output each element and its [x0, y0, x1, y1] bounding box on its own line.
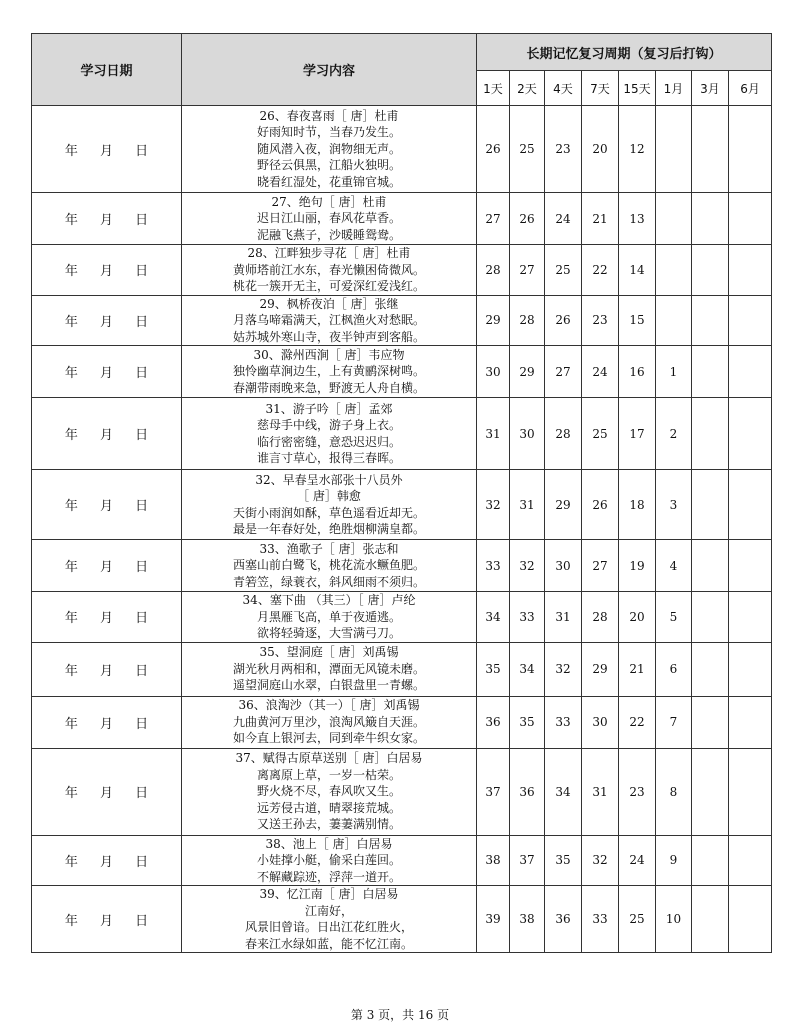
poem-line: 好雨知时节，当春乃发生。 — [256, 125, 401, 140]
review-checkbox-cell[interactable] — [656, 295, 692, 346]
review-checkbox-cell[interactable]: 27 — [582, 540, 619, 592]
review-checkbox-cell[interactable]: 35 — [510, 696, 545, 748]
study-date-cell: 年 月 日 — [32, 245, 182, 296]
review-checkbox-cell[interactable]: 32 — [545, 642, 582, 696]
poem-line: 月黑雁飞高，单于夜遁逃。 — [256, 609, 401, 624]
table-row — [32, 106, 772, 193]
header-review-cycle: 长期记忆复习周期（复习后打钩） — [477, 34, 772, 71]
poem-line: 江南好， — [304, 903, 353, 918]
poem-line: 34、塞下曲 （其三）［ 唐］卢纶 — [242, 593, 416, 607]
poem-line: 迟日江山丽，春风花草香。 — [256, 211, 401, 226]
poem-line: 青箬笠，绿蓑衣，斜风细雨不须归。 — [232, 574, 425, 589]
review-checkbox-cell[interactable]: 20 — [582, 106, 619, 193]
review-checkbox-cell[interactable]: 33 — [545, 696, 582, 748]
study-date-cell: 年 月 日 — [32, 696, 182, 748]
review-checkbox-cell[interactable]: 25 — [545, 245, 582, 296]
study-date-cell: 年 月 日 — [32, 642, 182, 696]
poem-line: 姑苏城外寒山寺，夜半钟声到客船。 — [232, 329, 425, 344]
review-checkbox-cell[interactable]: 27 — [477, 193, 510, 245]
review-checkbox-cell[interactable]: 28 — [582, 592, 619, 643]
page-footer: 第 3 页，共 16 页 — [350, 1008, 450, 1022]
review-checkbox-cell[interactable]: 32 — [477, 470, 510, 540]
review-checkbox-cell[interactable]: 34 — [545, 748, 582, 835]
poem-line: 泥融飞燕子，沙暖睡鸳鸯。 — [256, 227, 401, 242]
review-checkbox-cell[interactable] — [692, 346, 729, 398]
review-checkbox-cell[interactable] — [692, 696, 729, 748]
review-checkbox-cell[interactable] — [656, 245, 692, 296]
review-checkbox-cell[interactable]: 31 — [477, 398, 510, 470]
review-checkbox-cell[interactable]: 24 — [582, 346, 619, 398]
review-checkbox-cell[interactable]: 28 — [545, 398, 582, 470]
table-row — [32, 642, 772, 696]
study-content-cell — [182, 592, 477, 643]
study-content-cell — [182, 346, 477, 398]
study-content-cell — [182, 470, 477, 540]
review-checkbox-cell[interactable] — [692, 193, 729, 245]
poem-line: 西塞山前白鹭飞，桃花流水鳜鱼肥。 — [232, 558, 425, 573]
poem-line: 远芳侵古道，晴翠接荒城。 — [256, 800, 401, 815]
study-content-cell — [182, 245, 477, 296]
header-study-content: 学习内容 — [182, 34, 477, 106]
poem-line: 桃花一簇开无主，可爱深红爱浅红。 — [232, 279, 425, 293]
review-checkbox-cell[interactable]: 36 — [477, 696, 510, 748]
review-checkbox-cell[interactable] — [692, 540, 729, 592]
review-checkbox-cell[interactable]: 34 — [510, 642, 545, 696]
review-checkbox-cell[interactable]: 6 — [656, 642, 692, 696]
review-checkbox-cell[interactable]: 26 — [510, 193, 545, 245]
study-content-cell — [182, 540, 477, 592]
review-checkbox-cell[interactable]: 37 — [510, 835, 545, 886]
review-checkbox-cell[interactable]: 25 — [619, 886, 656, 953]
poem-line: 38、池上［ 唐］白居易 — [265, 836, 393, 851]
study-content-cell — [182, 193, 477, 245]
review-checkbox-cell[interactable] — [729, 540, 772, 592]
study-date-cell: 年 月 日 — [32, 540, 182, 592]
review-checkbox-cell[interactable]: 26 — [477, 106, 510, 193]
poem-line: 黄师塔前江水东，春光懒困倚微风。 — [232, 262, 425, 277]
table-row — [32, 295, 772, 346]
review-checkbox-cell[interactable]: 29 — [477, 295, 510, 346]
review-checkbox-cell[interactable]: 33 — [477, 540, 510, 592]
poem-line: 32、早春呈水部张十八员外 — [255, 472, 403, 487]
review-checkbox-cell[interactable]: 21 — [619, 642, 656, 696]
review-checkbox-cell[interactable]: 28 — [510, 295, 545, 346]
study-content-cell — [182, 642, 477, 696]
review-checkbox-cell[interactable] — [729, 398, 772, 470]
review-checkbox-cell[interactable] — [729, 696, 772, 748]
review-checkbox-cell[interactable] — [656, 193, 692, 245]
poem-line: ［ 唐］韩愈 — [297, 489, 361, 503]
poem-line: 最是一年春好处，绝胜烟柳满皇都。 — [232, 522, 425, 536]
review-checkbox-cell[interactable]: 31 — [545, 592, 582, 643]
poem-line: 临行密密缝，意恐迟迟归。 — [256, 434, 401, 449]
poem-line: 晓看红湿处，花重锦官城。 — [256, 174, 401, 189]
header-period: 2天 — [510, 71, 545, 106]
study-date-cell: 年 月 日 — [32, 193, 182, 245]
review-checkbox-cell[interactable]: 1 — [656, 346, 692, 398]
review-checkbox-cell[interactable] — [729, 470, 772, 540]
poem-line: 33、渔歌子［ 唐］张志和 — [259, 541, 399, 556]
review-checkbox-cell[interactable]: 39 — [477, 886, 510, 953]
review-checkbox-cell[interactable]: 25 — [582, 398, 619, 470]
poem-line: 28、江畔独步寻花［ 唐］杜甫 — [247, 246, 411, 260]
review-checkbox-cell[interactable]: 21 — [582, 193, 619, 245]
poem-line: 39、忆江南［ 唐］白居易 — [259, 887, 399, 901]
poem-line: 春来江水绿如蓝，能不忆江南。 — [244, 936, 413, 951]
review-checkbox-cell[interactable] — [729, 193, 772, 245]
review-checkbox-cell[interactable]: 24 — [545, 193, 582, 245]
poem-line: 不解藏踪迹，浮萍一道开。 — [256, 869, 401, 884]
poem-line: 37、赋得古原草送别［ 唐］白居易 — [235, 751, 423, 766]
study-date-cell: 年 月 日 — [32, 470, 182, 540]
table-row — [32, 748, 772, 835]
poem-line: 30、滁州西涧［ 唐］韦应物 — [253, 347, 405, 362]
study-content-cell — [182, 398, 477, 470]
table-row — [32, 540, 772, 592]
review-checkbox-cell[interactable]: 20 — [619, 592, 656, 643]
review-checkbox-cell[interactable]: 32 — [510, 540, 545, 592]
review-checkbox-cell[interactable]: 12 — [619, 106, 656, 193]
review-checkbox-cell[interactable]: 17 — [619, 398, 656, 470]
study-content-cell — [182, 295, 477, 346]
study-date-cell: 年 月 日 — [32, 592, 182, 643]
review-checkbox-cell[interactable] — [729, 748, 772, 835]
study-content-cell — [182, 696, 477, 748]
review-checkbox-cell[interactable] — [692, 295, 729, 346]
poem-line: 26、春夜喜雨［ 唐］杜甫 — [259, 108, 399, 123]
review-checkbox-cell[interactable] — [729, 295, 772, 346]
poem-line: 35、望洞庭［ 唐］刘禹锡 — [259, 645, 399, 660]
review-checkbox-cell[interactable] — [692, 245, 729, 296]
review-checkbox-cell[interactable]: 4 — [656, 540, 692, 592]
study-content-cell — [182, 886, 477, 953]
review-checkbox-cell[interactable]: 10 — [656, 886, 692, 953]
review-schedule-table — [31, 33, 772, 953]
review-checkbox-cell[interactable]: 31 — [582, 748, 619, 835]
review-checkbox-cell[interactable]: 25 — [510, 106, 545, 193]
review-checkbox-cell[interactable]: 22 — [619, 696, 656, 748]
review-checkbox-cell[interactable] — [729, 642, 772, 696]
poem-line: 又送王孙去，萋萋满别情。 — [256, 817, 401, 832]
review-checkbox-cell[interactable]: 14 — [619, 245, 656, 296]
review-checkbox-cell[interactable]: 8 — [656, 748, 692, 835]
review-checkbox-cell[interactable]: 32 — [582, 835, 619, 886]
review-checkbox-cell[interactable] — [692, 470, 729, 540]
review-checkbox-cell[interactable] — [692, 398, 729, 470]
poem-line: 慈母手中线，游子身上衣。 — [256, 418, 401, 432]
review-checkbox-cell[interactable]: 23 — [545, 106, 582, 193]
review-checkbox-cell[interactable]: 35 — [477, 642, 510, 696]
table-row — [32, 835, 772, 886]
review-checkbox-cell[interactable]: 2 — [656, 398, 692, 470]
review-checkbox-cell[interactable]: 9 — [656, 835, 692, 886]
review-checkbox-cell[interactable]: 27 — [510, 245, 545, 296]
review-checkbox-cell[interactable] — [729, 592, 772, 643]
poem-line: 欲将轻骑逐，大雪满弓刀。 — [256, 626, 401, 640]
review-checkbox-cell[interactable]: 22 — [582, 245, 619, 296]
poem-line: 春潮带雨晚来急，野渡无人舟自横。 — [232, 380, 425, 395]
study-date-cell: 年 月 日 — [32, 748, 182, 835]
review-checkbox-cell[interactable] — [729, 886, 772, 953]
review-checkbox-cell[interactable]: 30 — [545, 540, 582, 592]
poem-line: 如今直上银河去，同到牵牛织女家。 — [232, 731, 425, 746]
poem-line: 随风潜入夜，润物细无声。 — [256, 141, 401, 156]
review-checkbox-cell[interactable]: 37 — [477, 748, 510, 835]
review-checkbox-cell[interactable]: 24 — [619, 835, 656, 886]
study-date-cell: 年 月 日 — [32, 106, 182, 193]
table-row — [32, 886, 772, 953]
review-checkbox-cell[interactable]: 16 — [619, 346, 656, 398]
review-checkbox-cell[interactable]: 36 — [545, 886, 582, 953]
header-period: 6月 — [729, 71, 772, 106]
header-study-date: 学习日期 — [32, 34, 182, 106]
table-row — [32, 696, 772, 748]
poem-line: 遥望洞庭山水翠，白银盘里一青螺。 — [232, 678, 425, 693]
review-checkbox-cell[interactable]: 26 — [545, 295, 582, 346]
header-period: 3月 — [692, 71, 729, 106]
review-checkbox-cell[interactable]: 3 — [656, 470, 692, 540]
review-checkbox-cell[interactable]: 18 — [619, 470, 656, 540]
table-row — [32, 245, 772, 296]
poem-line: 谁言寸草心，报得三春晖。 — [256, 451, 401, 465]
review-checkbox-cell[interactable] — [729, 835, 772, 886]
review-checkbox-cell[interactable] — [692, 642, 729, 696]
study-date-cell: 年 月 日 — [32, 346, 182, 398]
review-checkbox-cell[interactable]: 38 — [510, 886, 545, 953]
review-checkbox-cell[interactable]: 28 — [477, 245, 510, 296]
poem-line: 野火烧不尽，春风吹又生。 — [256, 784, 401, 799]
review-checkbox-cell[interactable]: 23 — [619, 748, 656, 835]
study-content-cell — [182, 835, 477, 886]
review-checkbox-cell[interactable]: 38 — [477, 835, 510, 886]
poem-line: 野径云俱黑，江船火独明。 — [256, 158, 401, 173]
review-checkbox-cell[interactable]: 30 — [477, 346, 510, 398]
review-checkbox-cell[interactable]: 29 — [545, 470, 582, 540]
review-checkbox-cell[interactable]: 19 — [619, 540, 656, 592]
review-checkbox-cell[interactable]: 36 — [510, 748, 545, 835]
poem-line: 独怜幽草涧边生，上有黄鹂深树鸣。 — [232, 364, 425, 379]
review-checkbox-cell[interactable]: 33 — [510, 592, 545, 643]
poem-line: 湖光秋月两相和，潭面无风镜未磨。 — [232, 661, 425, 676]
header-period: 1月 — [656, 71, 692, 106]
review-checkbox-cell[interactable]: 35 — [545, 835, 582, 886]
poem-line: 27、绝句［ 唐］杜甫 — [271, 194, 387, 209]
review-checkbox-cell[interactable] — [729, 106, 772, 193]
review-checkbox-cell[interactable]: 27 — [545, 346, 582, 398]
poem-line: 风景旧曾谙。日出江花红胜火， — [244, 920, 413, 934]
poem-line: 31、游子吟［ 唐］孟郊 — [265, 401, 393, 416]
table-row — [32, 470, 772, 540]
review-checkbox-cell[interactable]: 7 — [656, 696, 692, 748]
review-checkbox-cell[interactable] — [692, 106, 729, 193]
study-content-cell — [182, 748, 477, 835]
review-checkbox-cell[interactable] — [692, 886, 729, 953]
study-date-cell: 年 月 日 — [32, 398, 182, 470]
poem-line: 29、枫桥夜泊［ 唐］张继 — [259, 296, 399, 311]
review-checkbox-cell[interactable]: 13 — [619, 193, 656, 245]
review-checkbox-cell[interactable] — [692, 835, 729, 886]
header-period: 15天 — [619, 71, 656, 106]
table-row — [32, 346, 772, 398]
poem-line: 小娃撑小艇，偷采白莲回。 — [256, 853, 401, 867]
review-checkbox-cell[interactable]: 30 — [582, 696, 619, 748]
table-row — [32, 592, 772, 643]
review-checkbox-cell[interactable] — [692, 748, 729, 835]
study-date-cell: 年 月 日 — [32, 886, 182, 953]
study-date-cell: 年 月 日 — [32, 835, 182, 886]
review-checkbox-cell[interactable]: 15 — [619, 295, 656, 346]
review-checkbox-cell[interactable] — [692, 592, 729, 643]
header-period: 7天 — [582, 71, 619, 106]
header-period: 4天 — [545, 71, 582, 106]
poem-line: 天街小雨润如酥，草色遥看近却无。 — [232, 505, 425, 520]
poem-line: 离离原上草，一岁一枯荣。 — [256, 767, 401, 782]
review-checkbox-cell[interactable] — [729, 245, 772, 296]
review-checkbox-cell[interactable]: 29 — [510, 346, 545, 398]
poem-line: 九曲黄河万里沙，浪淘风簸自天涯。 — [232, 714, 425, 729]
review-checkbox-cell[interactable]: 30 — [510, 398, 545, 470]
review-checkbox-cell[interactable] — [729, 346, 772, 398]
study-date-cell: 年 月 日 — [32, 295, 182, 346]
review-checkbox-cell[interactable]: 5 — [656, 592, 692, 643]
review-checkbox-cell[interactable]: 34 — [477, 592, 510, 643]
review-checkbox-cell[interactable]: 33 — [582, 886, 619, 953]
table-row — [32, 398, 772, 470]
study-content-cell — [182, 106, 477, 193]
review-checkbox-cell[interactable]: 29 — [582, 642, 619, 696]
table-row — [32, 193, 772, 245]
review-checkbox-cell[interactable]: 31 — [510, 470, 545, 540]
review-checkbox-cell[interactable]: 26 — [582, 470, 619, 540]
poem-line: 月落乌啼霜满天，江枫渔火对愁眠。 — [232, 313, 425, 327]
poem-line: 36、浪淘沙（其一）［ 唐］刘禹锡 — [238, 698, 420, 713]
review-checkbox-cell[interactable] — [656, 106, 692, 193]
header-period: 1天 — [477, 71, 510, 106]
review-checkbox-cell[interactable]: 23 — [582, 295, 619, 346]
